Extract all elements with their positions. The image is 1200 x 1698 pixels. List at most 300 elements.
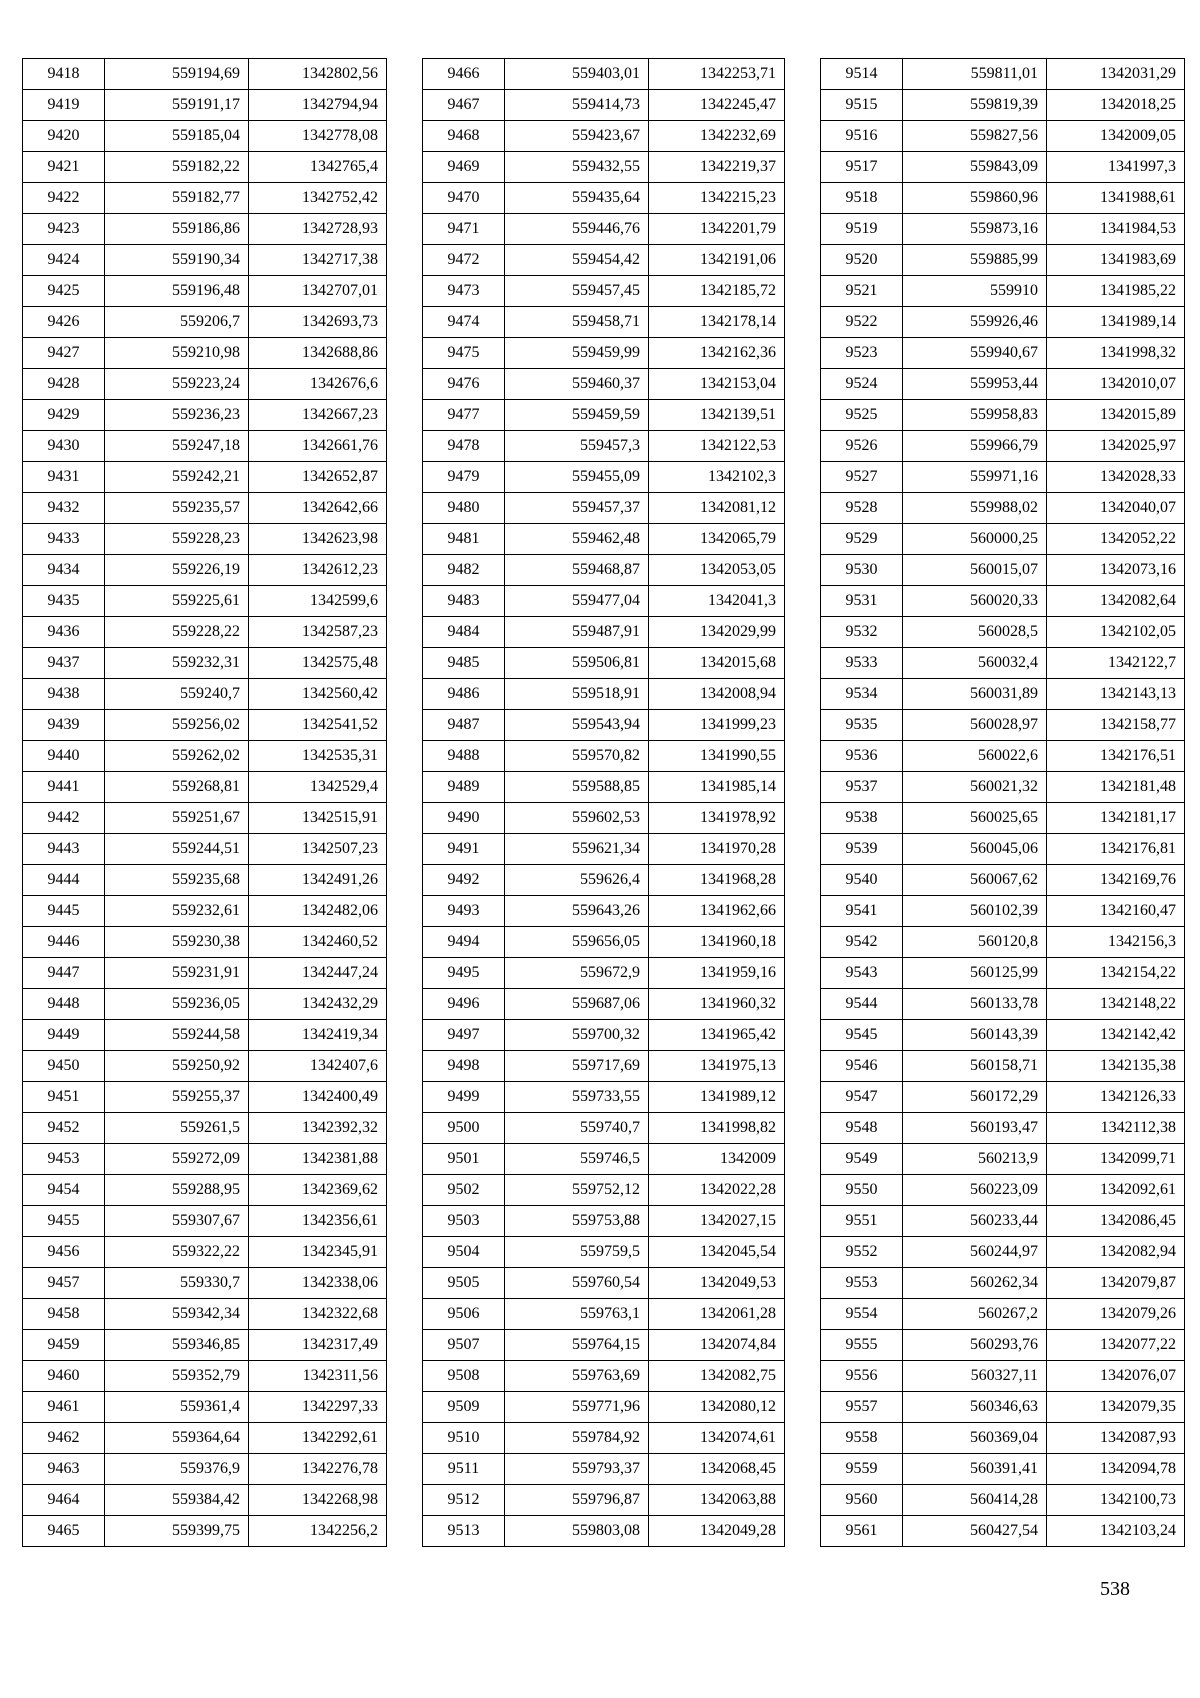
y-coordinate-cell: 1342688,86 (249, 338, 387, 369)
y-coordinate-cell: 1342008,94 (649, 679, 785, 710)
table-row (423, 493, 785, 524)
table-row (423, 927, 785, 958)
point-number-cell: 9558 (821, 1423, 903, 1454)
table-row (821, 524, 1185, 555)
table-row (23, 1454, 387, 1485)
point-number-cell: 9488 (423, 741, 505, 772)
table-row (23, 1361, 387, 1392)
x-coordinate-cell: 559958,83 (903, 400, 1047, 431)
table-row (423, 834, 785, 865)
point-number-cell: 9462 (23, 1423, 105, 1454)
x-coordinate-cell: 560369,04 (903, 1423, 1047, 1454)
table-row (23, 369, 387, 400)
x-coordinate-cell: 559460,37 (505, 369, 649, 400)
point-number-cell: 9467 (423, 90, 505, 121)
table-row (821, 1423, 1185, 1454)
point-number-cell: 9476 (423, 369, 505, 400)
x-coordinate-cell: 559206,7 (105, 307, 249, 338)
point-number-cell: 9481 (423, 524, 505, 555)
point-number-cell: 9493 (423, 896, 505, 927)
point-number-cell: 9540 (821, 865, 903, 896)
x-coordinate-cell: 559423,67 (505, 121, 649, 152)
x-coordinate-cell: 559477,04 (505, 586, 649, 617)
table-row (821, 462, 1185, 493)
point-number-cell: 9519 (821, 214, 903, 245)
table-row (821, 989, 1185, 1020)
x-coordinate-cell: 559458,71 (505, 307, 649, 338)
table-row (821, 59, 1185, 90)
table-row (23, 493, 387, 524)
point-number-cell: 9480 (423, 493, 505, 524)
x-coordinate-cell: 559414,73 (505, 90, 649, 121)
table-row (423, 958, 785, 989)
y-coordinate-cell: 1342077,22 (1047, 1330, 1185, 1361)
y-coordinate-cell: 1342392,32 (249, 1113, 387, 1144)
y-coordinate-cell: 1342153,04 (649, 369, 785, 400)
y-coordinate-cell: 1342079,87 (1047, 1268, 1185, 1299)
x-coordinate-cell: 559784,92 (505, 1423, 649, 1454)
x-coordinate-cell: 559570,82 (505, 741, 649, 772)
point-number-cell: 9489 (423, 772, 505, 803)
table-row (423, 989, 785, 1020)
x-coordinate-cell: 559194,69 (105, 59, 249, 90)
x-coordinate-cell: 560125,99 (903, 958, 1047, 989)
table-row (821, 121, 1185, 152)
x-coordinate-cell: 559255,37 (105, 1082, 249, 1113)
x-coordinate-cell: 559232,31 (105, 648, 249, 679)
y-coordinate-cell: 1342707,01 (249, 276, 387, 307)
table-row (423, 369, 785, 400)
x-coordinate-cell: 559454,42 (505, 245, 649, 276)
x-coordinate-cell: 559251,67 (105, 803, 249, 834)
point-number-cell: 9561 (821, 1516, 903, 1547)
y-coordinate-cell: 1341962,66 (649, 896, 785, 927)
x-coordinate-cell: 559771,96 (505, 1392, 649, 1423)
table-row (423, 679, 785, 710)
point-number-cell: 9446 (23, 927, 105, 958)
x-coordinate-cell: 559272,09 (105, 1144, 249, 1175)
table-row (423, 586, 785, 617)
y-coordinate-cell: 1342061,28 (649, 1299, 785, 1330)
x-coordinate-cell: 559232,61 (105, 896, 249, 927)
table-row (423, 1144, 785, 1175)
table-row (423, 1175, 785, 1206)
table-row (423, 121, 785, 152)
y-coordinate-cell: 1342102,05 (1047, 617, 1185, 648)
table-row (821, 710, 1185, 741)
table-row (423, 1051, 785, 1082)
point-number-cell: 9498 (423, 1051, 505, 1082)
table-row (23, 834, 387, 865)
table-row (423, 1113, 785, 1144)
y-coordinate-cell: 1342010,07 (1047, 369, 1185, 400)
y-coordinate-cell: 1342094,78 (1047, 1454, 1185, 1485)
x-coordinate-cell: 559656,05 (505, 927, 649, 958)
table-row (23, 183, 387, 214)
y-coordinate-cell: 1341998,32 (1047, 338, 1185, 369)
y-coordinate-cell: 1342317,49 (249, 1330, 387, 1361)
y-coordinate-cell: 1342074,84 (649, 1330, 785, 1361)
y-coordinate-cell: 1342176,51 (1047, 741, 1185, 772)
point-number-cell: 9437 (23, 648, 105, 679)
y-coordinate-cell: 1342029,99 (649, 617, 785, 648)
x-coordinate-cell: 559621,34 (505, 834, 649, 865)
table-row (821, 586, 1185, 617)
y-coordinate-cell: 1342201,79 (649, 214, 785, 245)
table-row (423, 1361, 785, 1392)
x-coordinate-cell: 560244,97 (903, 1237, 1047, 1268)
y-coordinate-cell: 1342049,28 (649, 1516, 785, 1547)
y-coordinate-cell: 1342122,7 (1047, 648, 1185, 679)
y-coordinate-cell: 1342079,26 (1047, 1299, 1185, 1330)
y-coordinate-cell: 1342176,81 (1047, 834, 1185, 865)
x-coordinate-cell: 559885,99 (903, 245, 1047, 276)
x-coordinate-cell: 559910 (903, 276, 1047, 307)
y-coordinate-cell: 1342322,68 (249, 1299, 387, 1330)
x-coordinate-cell: 559228,22 (105, 617, 249, 648)
table-row (423, 555, 785, 586)
point-number-cell: 9556 (821, 1361, 903, 1392)
point-number-cell: 9475 (423, 338, 505, 369)
table-row (423, 431, 785, 462)
table-row (423, 1330, 785, 1361)
x-coordinate-cell: 559225,61 (105, 586, 249, 617)
x-coordinate-cell: 560414,28 (903, 1485, 1047, 1516)
point-number-cell: 9532 (821, 617, 903, 648)
point-number-cell: 9445 (23, 896, 105, 927)
y-coordinate-cell: 1342086,45 (1047, 1206, 1185, 1237)
x-coordinate-cell: 559190,34 (105, 245, 249, 276)
table-row (821, 648, 1185, 679)
table-row (23, 617, 387, 648)
point-number-cell: 9494 (423, 927, 505, 958)
x-coordinate-cell: 560015,07 (903, 555, 1047, 586)
point-number-cell: 9441 (23, 772, 105, 803)
y-coordinate-cell: 1342268,98 (249, 1485, 387, 1516)
point-number-cell: 9503 (423, 1206, 505, 1237)
table-row (423, 1454, 785, 1485)
point-number-cell: 9530 (821, 555, 903, 586)
x-coordinate-cell: 559228,23 (105, 524, 249, 555)
x-coordinate-cell: 559843,09 (903, 152, 1047, 183)
table-row (23, 90, 387, 121)
y-coordinate-cell: 1342778,08 (249, 121, 387, 152)
point-number-cell: 9426 (23, 307, 105, 338)
y-coordinate-cell: 1342158,77 (1047, 710, 1185, 741)
table-row (23, 1423, 387, 1454)
point-number-cell: 9442 (23, 803, 105, 834)
table-row (423, 214, 785, 245)
y-coordinate-cell: 1342040,07 (1047, 493, 1185, 524)
y-coordinate-cell: 1342052,22 (1047, 524, 1185, 555)
point-number-cell: 9422 (23, 183, 105, 214)
x-coordinate-cell: 560172,29 (903, 1082, 1047, 1113)
y-coordinate-cell: 1341959,16 (649, 958, 785, 989)
point-number-cell: 9509 (423, 1392, 505, 1423)
point-number-cell: 9485 (423, 648, 505, 679)
x-coordinate-cell: 559247,18 (105, 431, 249, 462)
y-coordinate-cell: 1342082,64 (1047, 586, 1185, 617)
y-coordinate-cell: 1342143,13 (1047, 679, 1185, 710)
table-row (423, 90, 785, 121)
y-coordinate-cell: 1342053,05 (649, 555, 785, 586)
table-row (23, 648, 387, 679)
point-number-cell: 9444 (23, 865, 105, 896)
point-number-cell: 9538 (821, 803, 903, 834)
point-number-cell: 9516 (821, 121, 903, 152)
point-number-cell: 9557 (821, 1392, 903, 1423)
point-number-cell: 9546 (821, 1051, 903, 1082)
x-coordinate-cell: 559518,91 (505, 679, 649, 710)
point-number-cell: 9539 (821, 834, 903, 865)
table-row (423, 338, 785, 369)
point-number-cell: 9468 (423, 121, 505, 152)
table-row (23, 772, 387, 803)
point-number-cell: 9548 (821, 1113, 903, 1144)
table-row (23, 1082, 387, 1113)
y-coordinate-cell: 1342041,3 (649, 586, 785, 617)
y-coordinate-cell: 1342074,61 (649, 1423, 785, 1454)
y-coordinate-cell: 1342185,72 (649, 276, 785, 307)
x-coordinate-cell: 559226,19 (105, 555, 249, 586)
point-number-cell: 9449 (23, 1020, 105, 1051)
table-row (821, 431, 1185, 462)
y-coordinate-cell: 1341997,3 (1047, 152, 1185, 183)
y-coordinate-cell: 1342065,79 (649, 524, 785, 555)
point-number-cell: 9451 (23, 1082, 105, 1113)
point-number-cell: 9439 (23, 710, 105, 741)
table-row (423, 1299, 785, 1330)
x-coordinate-cell: 559403,01 (505, 59, 649, 90)
y-coordinate-cell: 1342082,94 (1047, 1237, 1185, 1268)
table-row (423, 245, 785, 276)
point-number-cell: 9424 (23, 245, 105, 276)
x-coordinate-cell: 559759,5 (505, 1237, 649, 1268)
y-coordinate-cell: 1342338,06 (249, 1268, 387, 1299)
point-number-cell: 9508 (423, 1361, 505, 1392)
y-coordinate-cell: 1341978,92 (649, 803, 785, 834)
point-number-cell: 9434 (23, 555, 105, 586)
point-number-cell: 9514 (821, 59, 903, 90)
x-coordinate-cell: 559244,51 (105, 834, 249, 865)
x-coordinate-cell: 559236,05 (105, 989, 249, 1020)
table-row (821, 400, 1185, 431)
point-number-cell: 9454 (23, 1175, 105, 1206)
y-coordinate-cell: 1342215,23 (649, 183, 785, 214)
table-row (821, 1113, 1185, 1144)
coordinate-table-3 (820, 58, 1185, 1547)
point-number-cell: 9466 (423, 59, 505, 90)
table-row (423, 648, 785, 679)
y-coordinate-cell: 1342100,73 (1047, 1485, 1185, 1516)
x-coordinate-cell: 559459,59 (505, 400, 649, 431)
x-coordinate-cell: 559191,17 (105, 90, 249, 121)
x-coordinate-cell: 559376,9 (105, 1454, 249, 1485)
x-coordinate-cell: 559364,64 (105, 1423, 249, 1454)
x-coordinate-cell: 560022,6 (903, 741, 1047, 772)
y-coordinate-cell: 1342652,87 (249, 462, 387, 493)
table-row (821, 276, 1185, 307)
x-coordinate-cell: 560025,65 (903, 803, 1047, 834)
y-coordinate-cell: 1342693,73 (249, 307, 387, 338)
table-row (821, 152, 1185, 183)
x-coordinate-cell: 559953,44 (903, 369, 1047, 400)
table-row (23, 1485, 387, 1516)
x-coordinate-cell: 560021,32 (903, 772, 1047, 803)
point-number-cell: 9497 (423, 1020, 505, 1051)
y-coordinate-cell: 1342232,69 (649, 121, 785, 152)
table-row (23, 245, 387, 276)
table-row (821, 1330, 1185, 1361)
x-coordinate-cell: 559687,06 (505, 989, 649, 1020)
point-number-cell: 9549 (821, 1144, 903, 1175)
y-coordinate-cell: 1342169,76 (1047, 865, 1185, 896)
table-row (821, 245, 1185, 276)
x-coordinate-cell: 559342,34 (105, 1299, 249, 1330)
x-coordinate-cell: 559361,4 (105, 1392, 249, 1423)
y-coordinate-cell: 1342076,07 (1047, 1361, 1185, 1392)
x-coordinate-cell: 559543,94 (505, 710, 649, 741)
table-row (423, 803, 785, 834)
y-coordinate-cell: 1341988,61 (1047, 183, 1185, 214)
y-coordinate-cell: 1342049,53 (649, 1268, 785, 1299)
table-row (821, 958, 1185, 989)
y-coordinate-cell: 1342447,24 (249, 958, 387, 989)
point-number-cell: 9477 (423, 400, 505, 431)
table-row (423, 617, 785, 648)
point-number-cell: 9512 (423, 1485, 505, 1516)
point-number-cell: 9428 (23, 369, 105, 400)
point-number-cell: 9486 (423, 679, 505, 710)
y-coordinate-cell: 1342135,38 (1047, 1051, 1185, 1082)
table-row (821, 1454, 1185, 1485)
table-row (423, 59, 785, 90)
table-row (423, 524, 785, 555)
point-number-cell: 9482 (423, 555, 505, 586)
table-row (23, 338, 387, 369)
y-coordinate-cell: 1342015,89 (1047, 400, 1185, 431)
y-coordinate-cell: 1342015,68 (649, 648, 785, 679)
x-coordinate-cell: 559740,7 (505, 1113, 649, 1144)
x-coordinate-cell: 560223,09 (903, 1175, 1047, 1206)
point-number-cell: 9554 (821, 1299, 903, 1330)
point-number-cell: 9543 (821, 958, 903, 989)
point-number-cell: 9459 (23, 1330, 105, 1361)
point-number-cell: 9474 (423, 307, 505, 338)
point-number-cell: 9515 (821, 90, 903, 121)
x-coordinate-cell: 559602,53 (505, 803, 649, 834)
x-coordinate-cell: 559352,79 (105, 1361, 249, 1392)
table-row (423, 1020, 785, 1051)
point-number-cell: 9522 (821, 307, 903, 338)
x-coordinate-cell: 559487,91 (505, 617, 649, 648)
y-coordinate-cell: 1342356,61 (249, 1206, 387, 1237)
y-coordinate-cell: 1342535,31 (249, 741, 387, 772)
x-coordinate-cell: 559926,46 (903, 307, 1047, 338)
table-row (821, 1361, 1185, 1392)
table-row (423, 741, 785, 772)
table-row (821, 214, 1185, 245)
y-coordinate-cell: 1342381,88 (249, 1144, 387, 1175)
point-number-cell: 9438 (23, 679, 105, 710)
table-row (23, 1020, 387, 1051)
table-row (23, 400, 387, 431)
y-coordinate-cell: 1342297,33 (249, 1392, 387, 1423)
table-row (821, 1392, 1185, 1423)
y-coordinate-cell: 1342661,76 (249, 431, 387, 462)
point-number-cell: 9534 (821, 679, 903, 710)
y-coordinate-cell: 1342160,47 (1047, 896, 1185, 927)
x-coordinate-cell: 559196,48 (105, 276, 249, 307)
point-number-cell: 9518 (821, 183, 903, 214)
point-number-cell: 9541 (821, 896, 903, 927)
table-row (821, 1144, 1185, 1175)
x-coordinate-cell: 560262,34 (903, 1268, 1047, 1299)
point-number-cell: 9551 (821, 1206, 903, 1237)
point-number-cell: 9479 (423, 462, 505, 493)
y-coordinate-cell: 1342369,62 (249, 1175, 387, 1206)
y-coordinate-cell: 1342112,38 (1047, 1113, 1185, 1144)
table-row (23, 1392, 387, 1423)
x-coordinate-cell: 559288,95 (105, 1175, 249, 1206)
y-coordinate-cell: 1342219,37 (649, 152, 785, 183)
x-coordinate-cell: 559626,4 (505, 865, 649, 896)
x-coordinate-cell: 559432,55 (505, 152, 649, 183)
y-coordinate-cell: 1341965,42 (649, 1020, 785, 1051)
point-number-cell: 9465 (23, 1516, 105, 1547)
x-coordinate-cell: 559971,16 (903, 462, 1047, 493)
x-coordinate-cell: 560028,5 (903, 617, 1047, 648)
y-coordinate-cell: 1342460,52 (249, 927, 387, 958)
coordinate-table-2 (422, 58, 785, 1547)
table-row (423, 1206, 785, 1237)
table-row (821, 741, 1185, 772)
point-number-cell: 9552 (821, 1237, 903, 1268)
table-row (821, 803, 1185, 834)
table-row (821, 307, 1185, 338)
table-row (423, 710, 785, 741)
point-number-cell: 9504 (423, 1237, 505, 1268)
x-coordinate-cell: 559746,5 (505, 1144, 649, 1175)
point-number-cell: 9458 (23, 1299, 105, 1330)
point-number-cell: 9483 (423, 586, 505, 617)
y-coordinate-cell: 1342073,16 (1047, 555, 1185, 586)
y-coordinate-cell: 1342178,14 (649, 307, 785, 338)
y-coordinate-cell: 1342400,49 (249, 1082, 387, 1113)
point-number-cell: 9521 (821, 276, 903, 307)
y-coordinate-cell: 1341985,14 (649, 772, 785, 803)
y-coordinate-cell: 1342587,23 (249, 617, 387, 648)
table-row (821, 1516, 1185, 1547)
y-coordinate-cell: 1342154,22 (1047, 958, 1185, 989)
table-row (23, 1237, 387, 1268)
x-coordinate-cell: 559588,85 (505, 772, 649, 803)
y-coordinate-cell: 1341970,28 (649, 834, 785, 865)
y-coordinate-cell: 1342009 (649, 1144, 785, 1175)
x-coordinate-cell: 559753,88 (505, 1206, 649, 1237)
table-row (23, 121, 387, 152)
point-number-cell: 9544 (821, 989, 903, 1020)
table-row (23, 1113, 387, 1144)
y-coordinate-cell: 1342802,56 (249, 59, 387, 90)
point-number-cell: 9517 (821, 152, 903, 183)
y-coordinate-cell: 1342103,24 (1047, 1516, 1185, 1547)
x-coordinate-cell: 559250,92 (105, 1051, 249, 1082)
x-coordinate-cell: 559873,16 (903, 214, 1047, 245)
x-coordinate-cell: 559819,39 (903, 90, 1047, 121)
y-coordinate-cell: 1342009,05 (1047, 121, 1185, 152)
point-number-cell: 9433 (23, 524, 105, 555)
